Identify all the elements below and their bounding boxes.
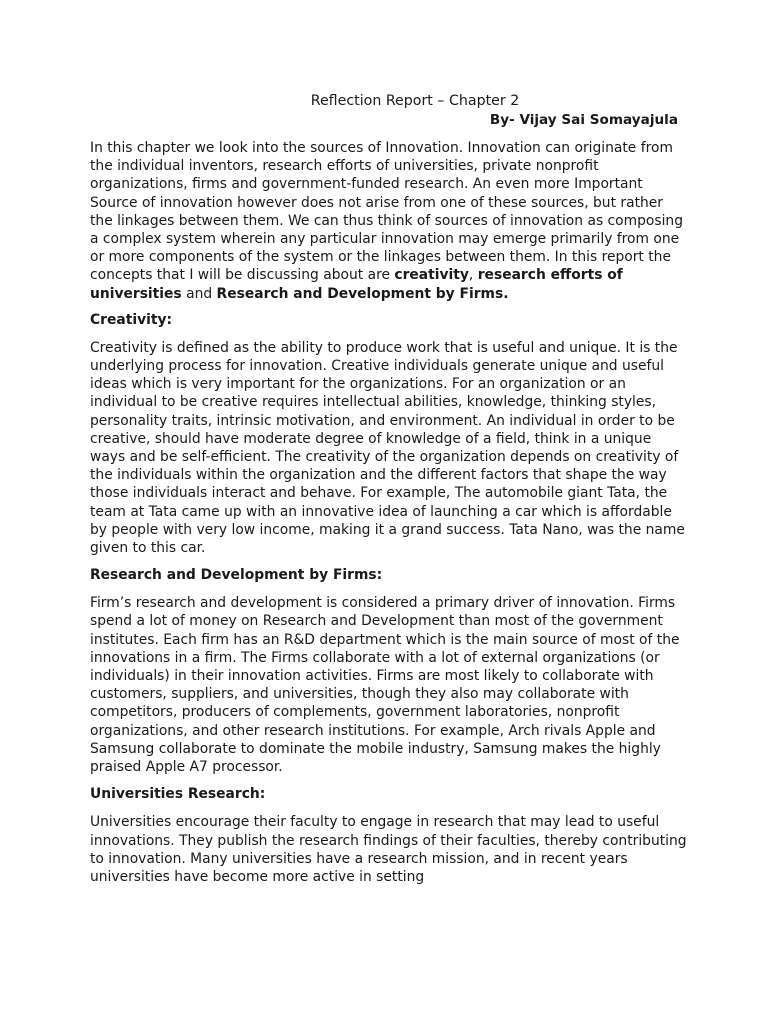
section-body-rnd-firms: Firm’s research and development is considered a primary driver of innovation. Firms spend a lot of money on Research and Development than most of the government institutes. Each firm has an R&D department which is the main source of most of the innovations in a firm. The Firms collaborate with a lot of external organizations (or individuals) in their innovation activities. Firms are most likely to collaborate with customers, suppliers, and universities, though they also may collaborate with competitors, producers of complements, government laboratories, nonprofit organizations, and other research institutions. For example, Arch rivals Apple and Samsung collaborate to dominate the mobile industry, Samsung makes the highly praised Apple A7 processor. [90,595,680,776]
section-body-universities: Universities encourage their faculty to engage in research that may lead to useful innovations. They publish the research findings of their faculties, thereby contributing to innovation. Many universities have a research mission, and in recent years universities have become more active in setting [90,814,687,885]
document-page [90,92,690,886]
intro-separator: , [468,267,478,284]
section-body-creativity: Creativity is defined as the ability to produce work that is useful and unique. It is the underlying process for innovation. Creative individuals generate unique and useful ideas which is very important for the organizations. For an organization or an individual to be creative requires intellectual abilities, knowledge, thinking styles, personality traits, intrinsic motivation, and environment. An individual in order to be creative, should have moderate degree of knowledge of a field, think in a unique ways and be self-efficient. The creativity of the organization depends on creativity of the individuals within the organization and the different factors that shape the way those individuals interact and behave. For example, The automobile giant Tata, the team at Tata came up with an innovative idea of launching a car which is affordable by people with very low income, making it a grand success. Tata Nano, was the name given to this car. [90,339,685,557]
intro-term-research-universities: research efforts of universities [90,267,623,302]
author-byline: By- Vijay Sai Somayajula [489,112,678,128]
intro-term-rnd-firms: Research and Development by Firms. [216,285,509,302]
section-heading-creativity: Creativity: [90,311,173,328]
section-heading-rnd-firms: Research and Development by Firms: [90,567,383,584]
intro-paragraph [90,139,690,303]
section-heading-universities: Universities Research: [90,786,266,803]
intro-term-creativity: creativity [394,267,469,284]
intro-text: In this chapter we look into the sources of Innovation. Innovation can originate from the individual inventors, research efforts of universities, private nonprofit organizations, firms and government-funded research. An even more Important Source of innovation however does not arise from one of these sources, but rather the linkages between them. We can thus think of sources of innovation as composing a complex system wherein any particular innovation may emerge primarily from one or more components of the system or the linkages between them. In this report the concepts that I will be discussing about are [90,140,683,284]
intro-separator: and [181,285,217,302]
document-title: Reflection Report – Chapter 2 [310,93,520,109]
